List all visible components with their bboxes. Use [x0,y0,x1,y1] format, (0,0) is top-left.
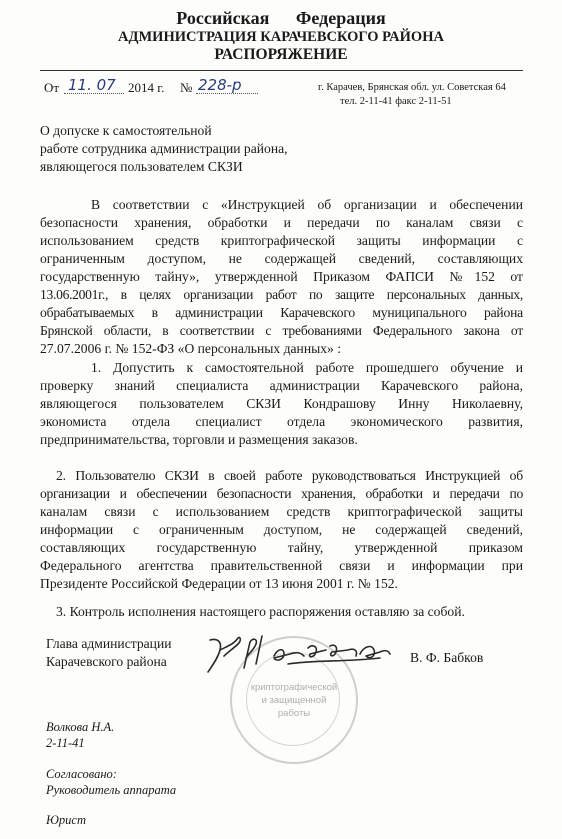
signatory-position: Карачевского района [46,654,167,669]
document-type-heading: РАСПОРЯЖЕНИЕ [214,46,348,63]
item-2-line: организации и обеспечении безопасности хранения, обработки и передачи по [40,486,523,501]
item-1-line: проверку знаний специалиста администрации Карачевского района, [40,378,523,393]
signatory-name: В. Ф. Бабков [410,650,484,665]
from-label: От [44,80,60,95]
preamble-line: ограниченным доступом, не содержащей сведений, составляющих [40,251,523,266]
item-3-line: 3. Контроль исполнения настоящего распоряжения оставляю за собой. [56,604,465,619]
number-label: № [180,80,193,95]
stamp-text: и защищенной [261,695,327,706]
item-1-line: предпринимательства, торговли и размещения заказов. [40,432,358,447]
executor-phone: 2-11-41 [46,736,85,750]
phones: тел. 2-11-41 факс 2-11-51 [340,96,452,107]
executor-name: Волкова Н.А. [46,720,115,734]
subject-line: являющегося пользователем СКЗИ [40,159,243,174]
item-1-line: являющегося пользователем СКЗИ Кондрашову Инну Николаевну, [40,396,523,411]
preamble-line: государственную тайну», утвержденной Приказом ФАПСИ №152 от [40,269,523,284]
address: г. Карачев, Брянская обл. ул. Советская 64 [318,82,506,93]
administration-heading: АДМИНИСТРАЦИЯ КАРАЧЕВСКОГО РАЙОНА [118,29,444,45]
agreed-by: Руководитель аппарата [46,783,177,797]
preamble-line: безопасности хранения, обработки и передачи по каналам связи с [40,215,523,230]
header-divider [40,70,523,71]
preamble-line: Брянской области, в соответствии с требованиями Федерального закона от [40,323,523,338]
handwritten-signature [204,628,394,676]
stamp-text: работы [277,708,311,719]
stamp-text: криптографической [250,682,338,693]
item-2-line: информации с ограниченным доступом, не содержащей сведений, [40,522,523,537]
preamble-line: 13.06.2001г., в целях организации работ по защите персональных данных, [40,287,523,302]
item-2-line: Президенте Российской Федерации от 13 июня 2001 г. № 152. [40,576,398,591]
preamble-line: использованием средств криптографической защиты информации с [40,233,523,248]
item-2-line: Федерального агентства правительственной связи и информации при [40,558,523,573]
item-1-line: экономиста отдела специалист отдела экономического развития, [40,414,523,429]
lawyer-label: Юрист [46,813,86,827]
country-heading: Российская Федерация [176,8,386,28]
subject-line: О допуске к самостоятельной [40,123,212,138]
agreed-label: Согласовано: [46,767,117,781]
preamble-line: В соответствии с «Инструкцией об организации и обеспечении [91,197,523,212]
year-label: 2014 г. [128,80,165,95]
date-underline [64,93,124,94]
signatory-position: Глава администрации [46,636,172,651]
item-2-line: каналам связи с использованием средств криптографической защиты [40,504,523,519]
item-1-line: 1. Допустить к самостоятельной работе прошедшего обучение и [91,360,523,375]
subject-line: работе сотрудника администрации района, [40,141,288,156]
item-2-line: 2. Пользователю СКЗИ в своей работе руководствоваться Инструкцией об [56,468,523,483]
preamble-line: обрабатываемых в администрации Карачевского муниципального района [40,305,523,320]
item-2-line: составляющих государственную тайну, утвержденной приказом [40,540,523,555]
handwritten-number: 228-р [198,76,242,94]
preamble-line: 27.07.2006 г. № 152-ФЗ «О персональных данных» : [40,341,342,356]
handwritten-date: 11. 07 [68,76,116,94]
number-underline [196,93,258,94]
